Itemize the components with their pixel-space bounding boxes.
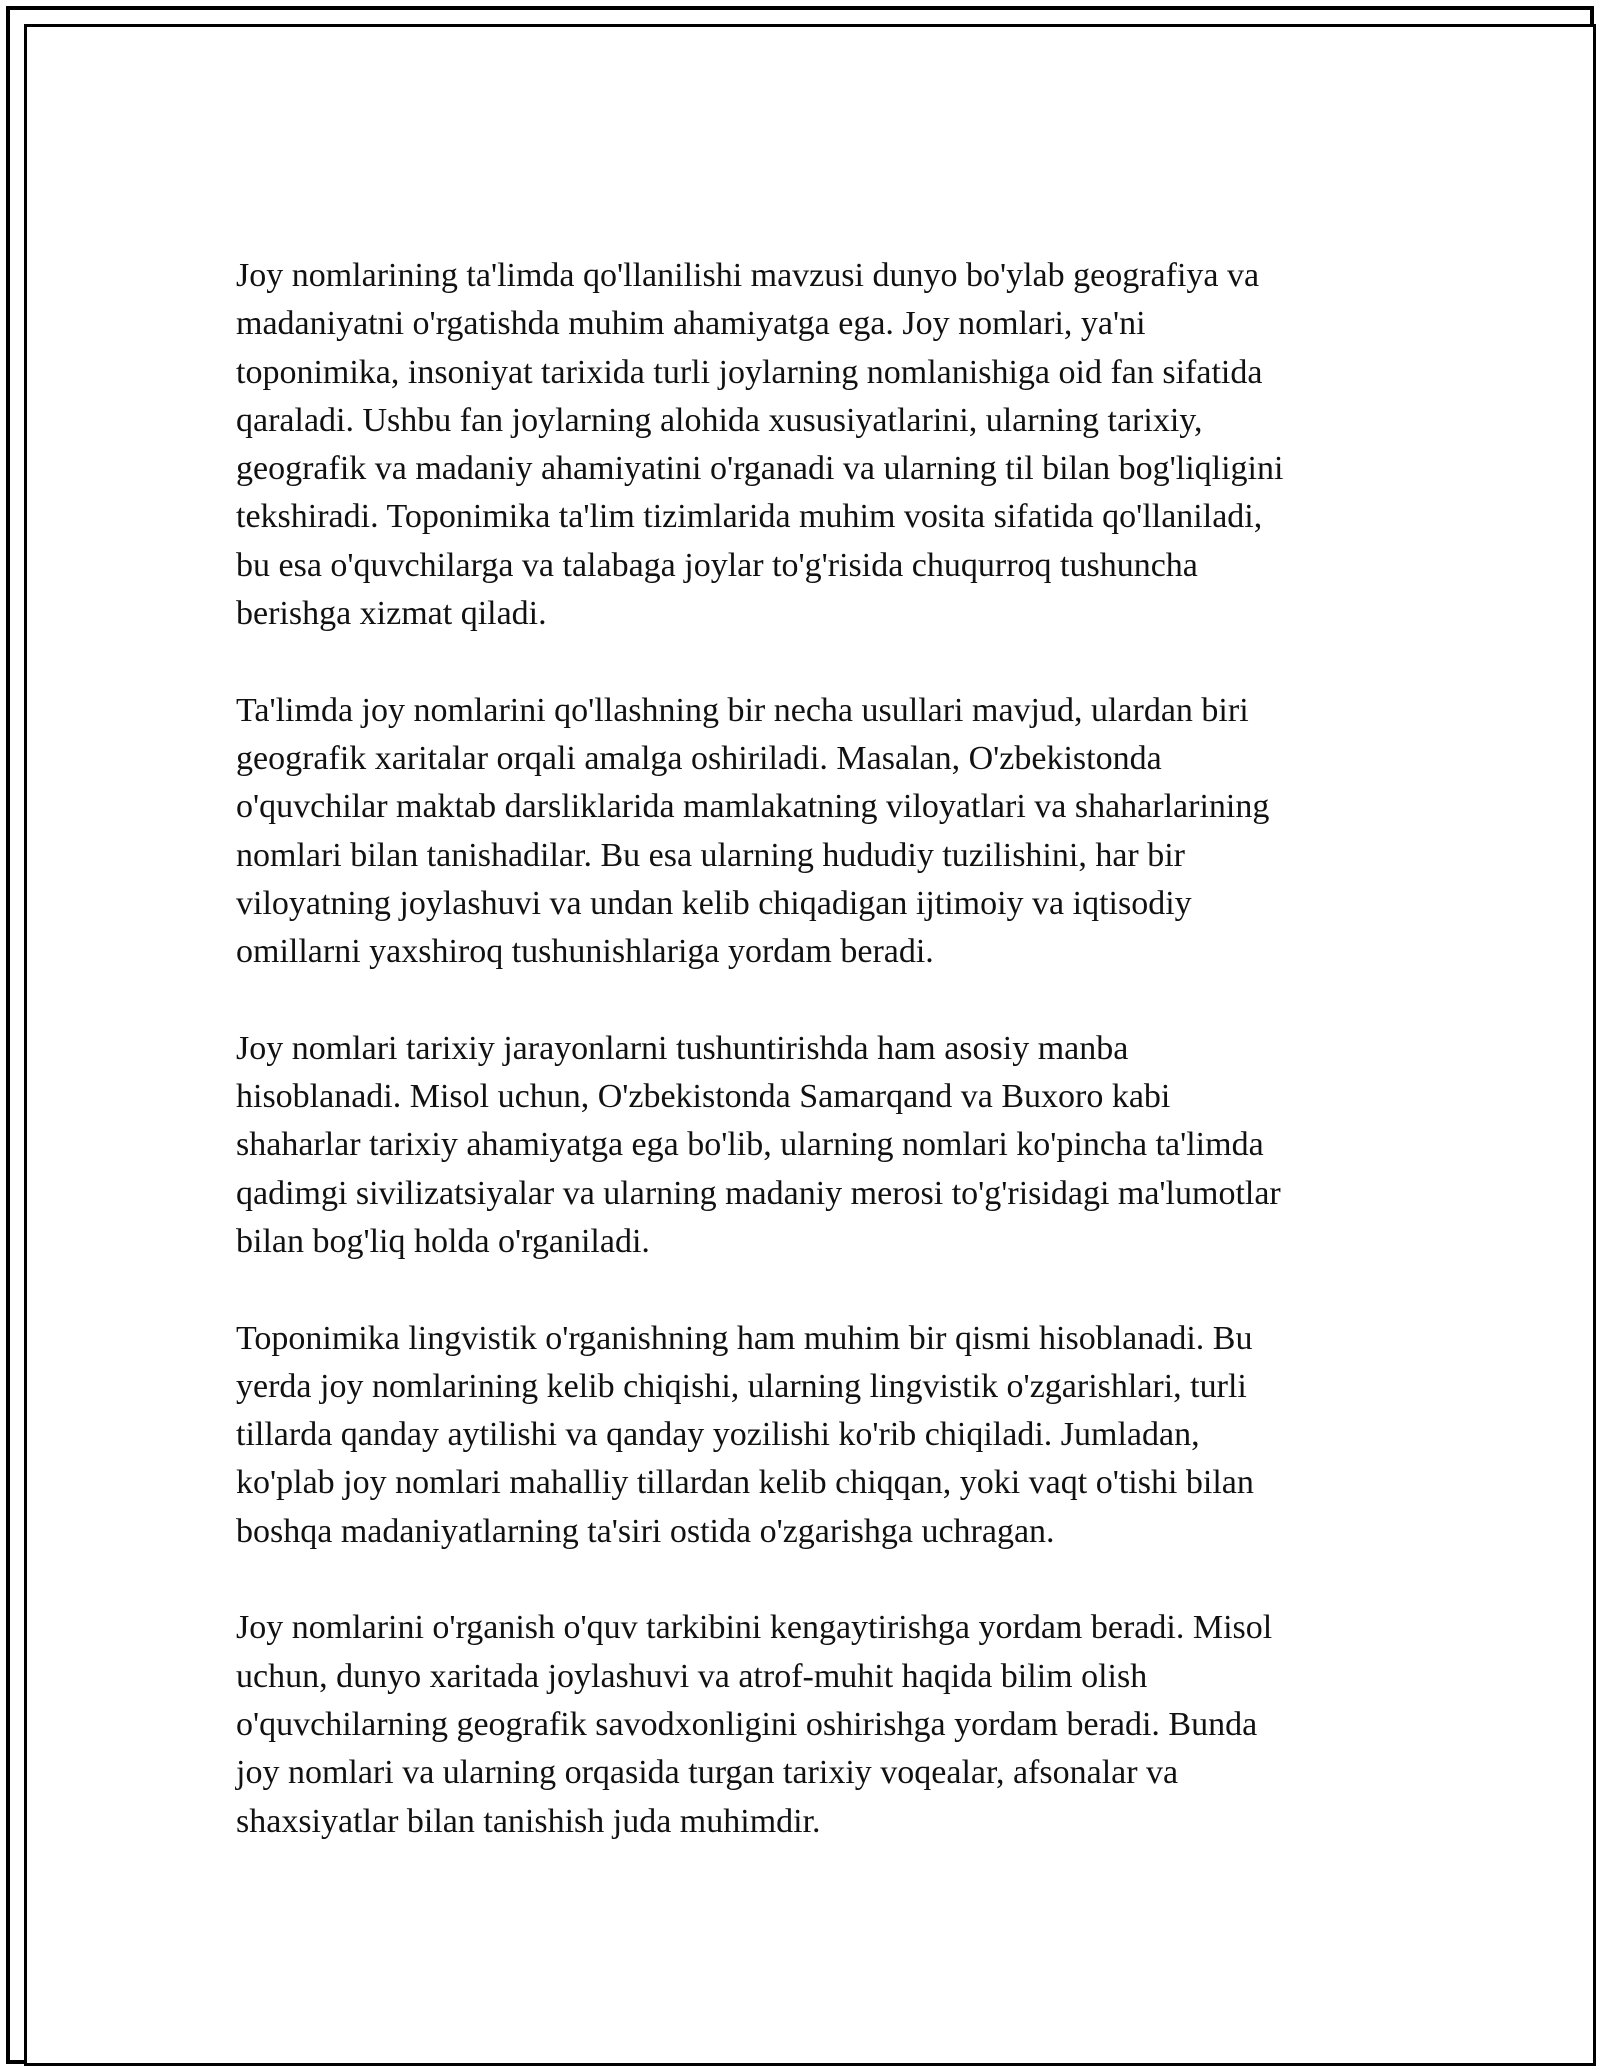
paragraph-1: Joy nomlarining ta'limda qo'llanilishi mavzusi dunyo bo'ylab geografiya va madaniyatni o'rgatishda muhim ahamiyatga ega. Joy nomlari, ya'ni toponimika, insoniyat tarixida turli joylarning nomlanishiga oid fan sifatida qaraladi. Ushbu fan joylarning alohida xususiyatlarini, ularning tarixiy, geografik va madaniy ahamiyatini o'rganadi va ularning til bilan bog'liqligini tekshiradi. Toponimika ta'lim tizimlarida muhim vosita sifatida qo'llaniladi, bu esa o'quvchilarga va talabaga joylar to'g'risida chuqurroq tushuncha berishga xizmat qiladi. bbox=[236, 257, 1284, 633]
paragraph-3: Joy nomlari tarixiy jarayonlarni tushuntirishda ham asosiy manba hisoblanadi. Misol uchun, O'zbekistonda Samarqand va Buxoro kabi shaharlar tarixiy ahamiyatga ega bo'lib, ularning nomlari ko'pincha ta'limda qadimgi sivilizatsiyalar va ularning madaniy merosi to'g'risidagi ma'lumotlar bilan bog'liq holda o'rganiladi. bbox=[236, 1029, 1281, 1260]
document-body bbox=[236, 252, 1376, 1894]
paragraph-5: Joy nomlarini o'rganish o'quv tarkibini kengaytirishga yordam beradi. Misol uchun, dunyo xaritada joylashuvi va atrof-muhit haqida bilim olish o'quvchilarning geografik savodxonligini oshirishga yordam beradi. Bunda joy nomlari va ularning orqasida turgan tarixiy voqealar, afsonalar va shaxsiyatlar bilan tanishish juda muhimdir. bbox=[236, 1609, 1273, 1840]
paragraph-4: Toponimika lingvistik o'rganishning ham muhim bir qismi hisoblanadi. Bu yerda joy nomlarining kelib chiqishi, ularning lingvistik o'zgarishlari, turli tillarda qanday aytilishi va qanday yozilishi ko'rib chiqiladi. Jumladan, ko'plab joy nomlari mahalliy tillardan kelib chiqqan, yoki vaqt o'tishi bilan boshqa madaniyatlarning ta'siri ostida o'zgarishga uchragan. bbox=[236, 1319, 1254, 1550]
paragraph-2: Ta'limda joy nomlarini qo'llashning bir necha usullari mavjud, ulardan biri geografik xaritalar orqali amalga oshiriladi. Masalan, O'zbekistonda o'quvchilar maktab darsliklarida mamlakatning viloyatlari va shaharlarining nomlari bilan tanishadilar. Bu esa ularning hududiy tuzilishini, har bir viloyatning joylashuvi va undan kelib chiqadigan ijtimoiy va iqtisodiy omillarni yaxshiroq tushunishlariga yordam beradi. bbox=[236, 691, 1270, 971]
